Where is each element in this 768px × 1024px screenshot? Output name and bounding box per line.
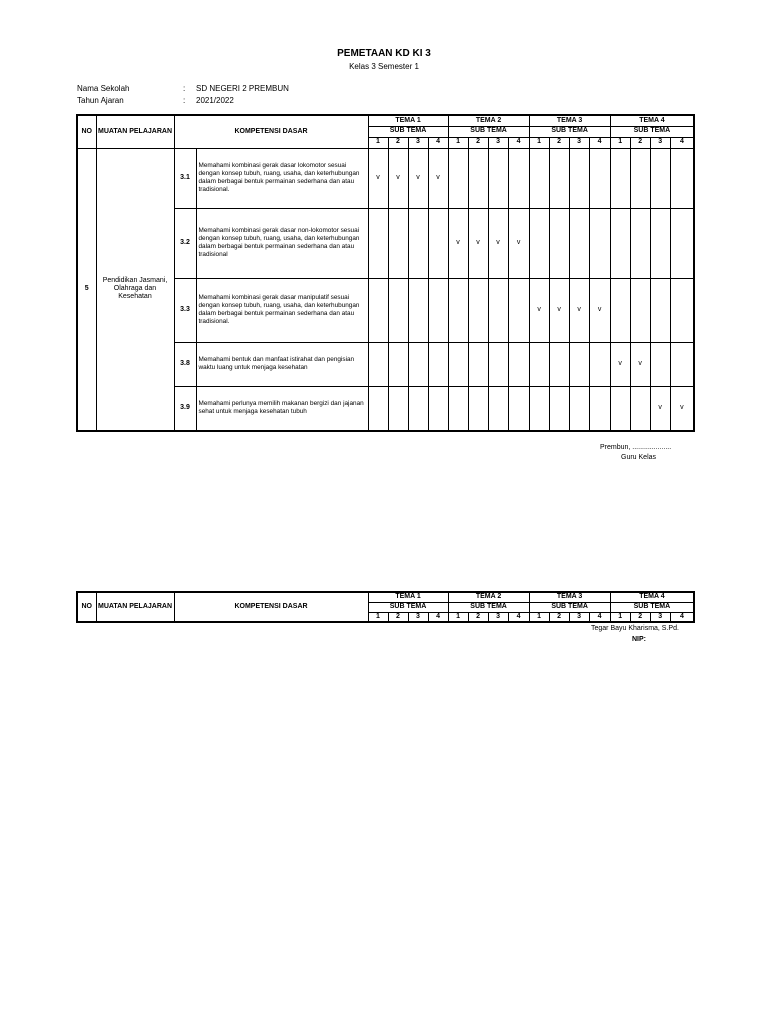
header-subtema: SUB TEMA — [448, 602, 529, 612]
header-subtema-number: 3 — [408, 137, 428, 148]
check-mark-cell — [630, 208, 650, 278]
check-mark-cell — [508, 342, 529, 386]
header-tema-4: TEMA 4 — [610, 115, 694, 126]
header-muatan: MUATAN PELAJARAN — [96, 115, 174, 148]
check-mark-cell — [610, 278, 630, 342]
check-mark-cell: v — [549, 278, 569, 342]
kd-number: 3.8 — [174, 342, 196, 386]
header-subtema-number: 3 — [569, 612, 589, 622]
check-mark-cell — [630, 148, 650, 208]
check-mark-cell — [529, 208, 549, 278]
kd-text: Memahami kombinasi gerak dasar lokomotor sesuai dengan konsep tubuh, ruang, usaha, dan keterhubungan dalam berbagai bentuk permainan sederhana dan atau tradisional. — [196, 148, 368, 208]
check-mark-cell — [650, 148, 670, 208]
check-mark-cell — [589, 386, 610, 431]
header-subtema-number: 4 — [670, 137, 694, 148]
header-subtema-number: 4 — [428, 612, 448, 622]
header-subtema: SUB TEMA — [368, 602, 448, 612]
check-mark-cell — [650, 278, 670, 342]
check-mark-cell — [488, 342, 508, 386]
check-mark-cell — [448, 278, 468, 342]
check-mark-cell — [388, 208, 408, 278]
check-mark-cell: v — [448, 208, 468, 278]
page-subtitle: Kelas 3 Semester 1 — [349, 62, 419, 71]
check-mark-cell — [610, 386, 630, 431]
header-subtema-number: 3 — [650, 612, 670, 622]
check-mark-cell — [630, 278, 650, 342]
check-mark-cell: v — [589, 278, 610, 342]
check-mark-cell — [368, 342, 388, 386]
header-kd: KOMPETENSI DASAR — [174, 115, 368, 148]
check-mark-cell — [368, 386, 388, 431]
check-mark-cell — [610, 208, 630, 278]
kd-mapping-table — [76, 114, 695, 432]
check-mark-cell — [368, 208, 388, 278]
header-subtema-number: 2 — [388, 137, 408, 148]
check-mark-cell: v — [408, 148, 428, 208]
check-mark-cell: v — [630, 342, 650, 386]
check-mark-cell — [388, 278, 408, 342]
check-mark-cell — [549, 386, 569, 431]
header-subtema-number: 1 — [448, 612, 468, 622]
check-mark-cell: v — [428, 148, 448, 208]
check-mark-cell — [529, 386, 549, 431]
check-mark-cell — [549, 342, 569, 386]
check-mark-cell — [488, 278, 508, 342]
check-mark-cell — [428, 208, 448, 278]
header-subtema-number: 1 — [368, 137, 388, 148]
info-colon: : — [183, 84, 186, 93]
check-mark-cell — [670, 148, 694, 208]
check-mark-cell: v — [388, 148, 408, 208]
kd-text: Memahami kombinasi gerak dasar manipulatif sesuai dengan konsep tubuh, ruang, usaha, dan keterhubungan dalam berbagai bentuk permainan sederhana dan atau tradisional. — [196, 278, 368, 342]
check-mark-cell — [569, 342, 589, 386]
header-subtema-number: 1 — [610, 612, 630, 622]
header-subtema-number: 2 — [468, 137, 488, 148]
check-mark-cell — [448, 386, 468, 431]
check-mark-cell — [569, 148, 589, 208]
check-mark-cell: v — [488, 208, 508, 278]
check-mark-cell — [589, 208, 610, 278]
check-mark-cell — [650, 342, 670, 386]
header-no: NO — [77, 592, 96, 622]
check-mark-cell — [549, 148, 569, 208]
header-tema-2: TEMA 2 — [448, 115, 529, 126]
header-subtema-number: 1 — [529, 612, 549, 622]
header-subtema-number: 4 — [428, 137, 448, 148]
header-subtema: SUB TEMA — [529, 126, 610, 137]
check-mark-cell — [428, 342, 448, 386]
check-mark-cell — [428, 278, 448, 342]
kd-mapping-table-repeat — [76, 591, 695, 623]
header-subtema: SUB TEMA — [529, 602, 610, 612]
header-row-tema — [77, 592, 694, 602]
header-muatan: MUATAN PELAJARAN — [96, 592, 174, 622]
header-tema-1: TEMA 1 — [368, 592, 448, 602]
header-tema-4: TEMA 4 — [610, 592, 694, 602]
info-label: Tahun Ajaran — [77, 96, 124, 105]
info-colon: : — [183, 96, 186, 105]
check-mark-cell — [488, 148, 508, 208]
check-mark-cell — [549, 208, 569, 278]
header-subtema-number: 2 — [630, 137, 650, 148]
check-mark-cell — [630, 386, 650, 431]
header-subtema-number: 1 — [368, 612, 388, 622]
header-kd: KOMPETENSI DASAR — [174, 592, 368, 622]
signature-name: Tegar Bayu Kharisma, S.Pd. — [591, 625, 679, 632]
row-number: 5 — [77, 148, 96, 431]
kd-text: Memahami perlunya memilih makanan bergizi dan jajanan sehat untuk menjaga kesehatan tubuh — [196, 386, 368, 431]
info-value: SD NEGERI 2 PREMBUN — [196, 84, 289, 93]
header-subtema: SUB TEMA — [610, 126, 694, 137]
header-subtema-number: 3 — [650, 137, 670, 148]
header-subtema-number: 4 — [589, 612, 610, 622]
page-title: PEMETAAN KD KI 3 — [337, 48, 431, 59]
check-mark-cell — [670, 208, 694, 278]
signature-place-date: Prembun, .................... — [600, 444, 672, 451]
check-mark-cell — [670, 342, 694, 386]
kd-number: 3.2 — [174, 208, 196, 278]
check-mark-cell — [650, 208, 670, 278]
check-mark-cell: v — [368, 148, 388, 208]
check-mark-cell: v — [468, 208, 488, 278]
check-mark-cell: v — [670, 386, 694, 431]
check-mark-cell — [408, 208, 428, 278]
header-subtema-number: 2 — [630, 612, 650, 622]
header-subtema-number: 1 — [529, 137, 549, 148]
header-subtema: SUB TEMA — [448, 126, 529, 137]
header-subtema-number: 1 — [448, 137, 468, 148]
signature-role: Guru Kelas — [621, 454, 657, 461]
kd-text: Memahami kombinasi gerak dasar non-lokomotor sesuai dengan konsep tubuh, ruang, usaha, dan keterhubungan dalam berbagai bentuk permainan sederhana dan atau tradisional — [196, 208, 368, 278]
header-tema-3: TEMA 3 — [529, 592, 610, 602]
check-mark-cell: v — [650, 386, 670, 431]
kd-number: 3.1 — [174, 148, 196, 208]
check-mark-cell — [428, 386, 448, 431]
header-subtema-number: 4 — [589, 137, 610, 148]
header-row-tema — [77, 115, 694, 126]
header-subtema-number: 3 — [569, 137, 589, 148]
check-mark-cell — [569, 386, 589, 431]
signature-nip: NIP: — [632, 636, 646, 643]
check-mark-cell — [408, 386, 428, 431]
header-subtema-number: 1 — [610, 137, 630, 148]
kd-text: Memahami bentuk dan manfaat istirahat dan pengisian waktu luang untuk menjaga kesehatan — [196, 342, 368, 386]
check-mark-cell: v — [508, 208, 529, 278]
header-subtema-number: 3 — [408, 612, 428, 622]
check-mark-cell — [488, 386, 508, 431]
header-tema-1: TEMA 1 — [368, 115, 448, 126]
info-value: 2021/2022 — [196, 96, 234, 105]
header-subtema-number: 4 — [508, 612, 529, 622]
check-mark-cell — [610, 148, 630, 208]
check-mark-cell — [468, 278, 488, 342]
header-subtema-number: 2 — [549, 612, 569, 622]
check-mark-cell — [468, 148, 488, 208]
check-mark-cell — [468, 342, 488, 386]
header-subtema: SUB TEMA — [610, 602, 694, 612]
check-mark-cell — [508, 278, 529, 342]
check-mark-cell — [508, 148, 529, 208]
check-mark-cell: v — [529, 278, 549, 342]
check-mark-cell — [448, 342, 468, 386]
header-no: NO — [77, 115, 96, 148]
header-subtema-number: 4 — [670, 612, 694, 622]
check-mark-cell — [670, 278, 694, 342]
check-mark-cell — [569, 208, 589, 278]
kd-number: 3.9 — [174, 386, 196, 431]
check-mark-cell — [448, 148, 468, 208]
header-subtema-number: 4 — [508, 137, 529, 148]
header-subtema-number: 2 — [468, 612, 488, 622]
muatan-cell: Pendidikan Jasmani, Olahraga dan Kesehatan — [96, 148, 174, 431]
check-mark-cell — [408, 278, 428, 342]
kd-number: 3.3 — [174, 278, 196, 342]
header-tema-3: TEMA 3 — [529, 115, 610, 126]
check-mark-cell — [368, 278, 388, 342]
header-tema-2: TEMA 2 — [448, 592, 529, 602]
check-mark-cell — [589, 342, 610, 386]
header-subtema-number: 3 — [488, 612, 508, 622]
header-subtema-number: 2 — [388, 612, 408, 622]
table-row — [77, 148, 694, 208]
check-mark-cell: v — [569, 278, 589, 342]
check-mark-cell — [508, 386, 529, 431]
check-mark-cell — [388, 386, 408, 431]
check-mark-cell — [589, 148, 610, 208]
check-mark-cell — [529, 148, 549, 208]
info-label: Nama Sekolah — [77, 84, 130, 93]
header-subtema-number: 3 — [488, 137, 508, 148]
check-mark-cell — [388, 342, 408, 386]
check-mark-cell — [408, 342, 428, 386]
header-subtema: SUB TEMA — [368, 126, 448, 137]
check-mark-cell: v — [610, 342, 630, 386]
check-mark-cell — [529, 342, 549, 386]
check-mark-cell — [468, 386, 488, 431]
header-subtema-number: 2 — [549, 137, 569, 148]
